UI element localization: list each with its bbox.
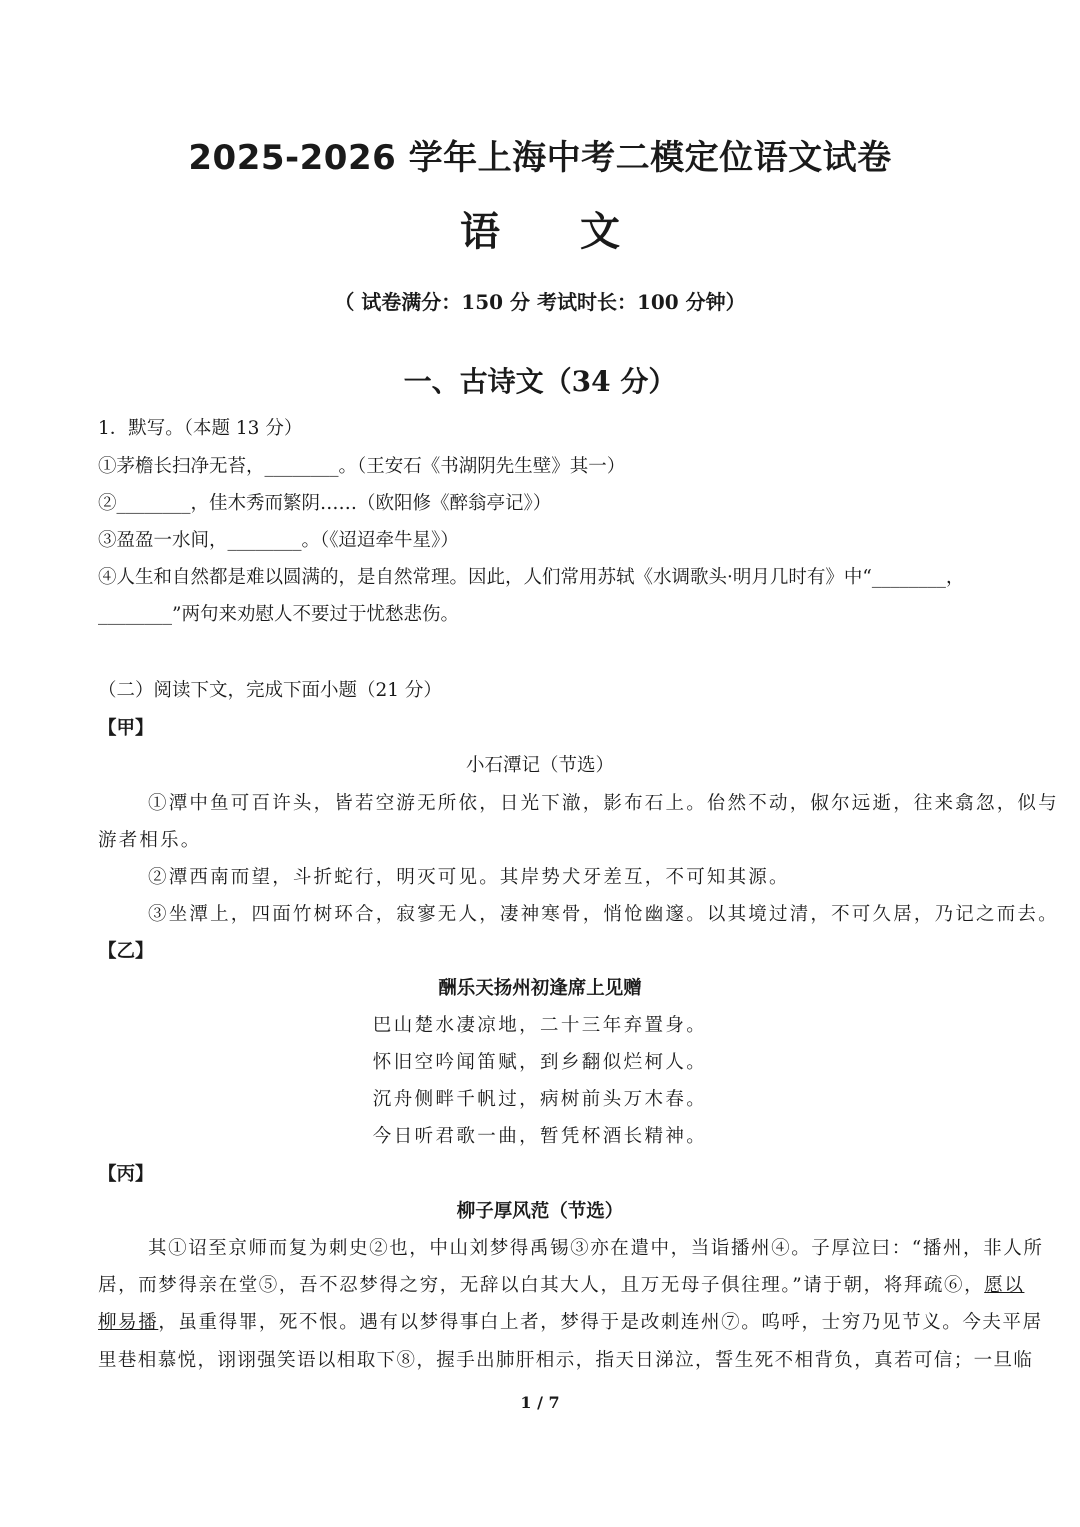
bing-line-3-text: ，虽重得罪，死不恨。遇有以梦得事白上者，梦得于是改刺连州⑦。呜呼，士穷乃见节义。今夫平居 [158,1312,1043,1333]
subject-heading: 语文 [460,209,700,255]
q1-item-2: ②________，佳木秀而繁阴……（欧阳修《醉翁亭记》） [98,493,552,514]
question-1-title: 1．默写。（本题 13 分） [98,418,303,439]
bing-line-1: 其①诏至京师而复为刺史②也，中山刘梦得禹锡③亦在遣中，当诣播州④。子厚泣曰：“播州，非人所 [148,1238,1044,1259]
jia-line-1: ①潭中鱼可百许头，皆若空游无所依，日光下澈，影布石上。佁然不动，俶尔远逝，往来翕忽，似与 [148,793,1059,814]
q1-item-1: ①茅檐长扫净无苔，________。（王安石《书湖阴先生壁》其一） [98,456,626,477]
bing-line-2-text: 居，而梦得亲在堂⑤，吾不忍梦得之穷，无辞以白其大人，且万无母子俱往理。”请于朝，将拜疏⑥， [98,1275,985,1296]
q1-item-4-cont: ________”两句来劝慰人不要过于忧愁悲伤。 [98,604,459,625]
underlined-phrase-2: 柳易播 [98,1312,159,1333]
jia-line-4: ③坐潭上，四面竹树环合，寂寥无人，凄神寒骨，悄怆幽邃。以其境过清，不可久居，乃记之而去。 [148,904,1059,925]
q1-item-3: ③盈盈一水间，________。（《迢迢牵牛星》） [98,530,459,551]
poem-line-1: 巴山楚水凄凉地，二十三年弃置身。 [372,1015,708,1036]
poem-line-3: 沉舟侧畔千帆过，病树前头万木春。 [372,1089,708,1110]
poem-line-4: 今日听君歌一曲，暂凭杯酒长精神。 [372,1126,708,1147]
jia-line-3: ②潭西南而望，斗折蛇行，明灭可见。其岸势犬牙差互，不可知其源。 [148,867,790,888]
label-bing: 【丙】 [98,1164,154,1185]
label-yi: 【乙】 [98,941,154,962]
page-number: 1 / 7 [520,1393,560,1412]
section-heading: 一、古诗文（34 分） [403,365,677,398]
exam-title: 2025-2026 学年上海中考二模定位语文试卷 [188,138,892,178]
jia-title: 小石潭记（节选） [465,755,614,776]
bing-line-3 [98,1308,1043,1334]
label-jia: 【甲】 [98,718,154,739]
bing-line-2 [98,1271,1024,1297]
jia-line-2: 游者相乐。 [98,830,202,851]
underlined-phrase-1: 愿以 [984,1275,1025,1296]
poem-line-2: 怀旧空吟闻笛赋，到乡翻似烂柯人。 [372,1052,708,1073]
yi-title: 酬乐天扬州初逢席上见赠 [438,978,642,999]
bing-title: 柳子厚风范（节选） [456,1201,624,1222]
part2-intro: （二）阅读下文，完成下面小题（21 分） [98,680,442,701]
q1-item-4: ④人生和自然都是难以圆满的，是自然常理。因此，人们常用苏轼《水调歌头·明月几时有》中“________， [98,567,965,588]
bing-line-4: 里巷相慕悦，诩诩强笑语以相取下⑧，握手出肺肝相示，指天日涕泣，誓生死不相背负，真若可信；一旦临 [98,1350,1034,1371]
exam-meta: （ 试卷满分：150 分 考试时长：100 分钟） [334,290,746,314]
